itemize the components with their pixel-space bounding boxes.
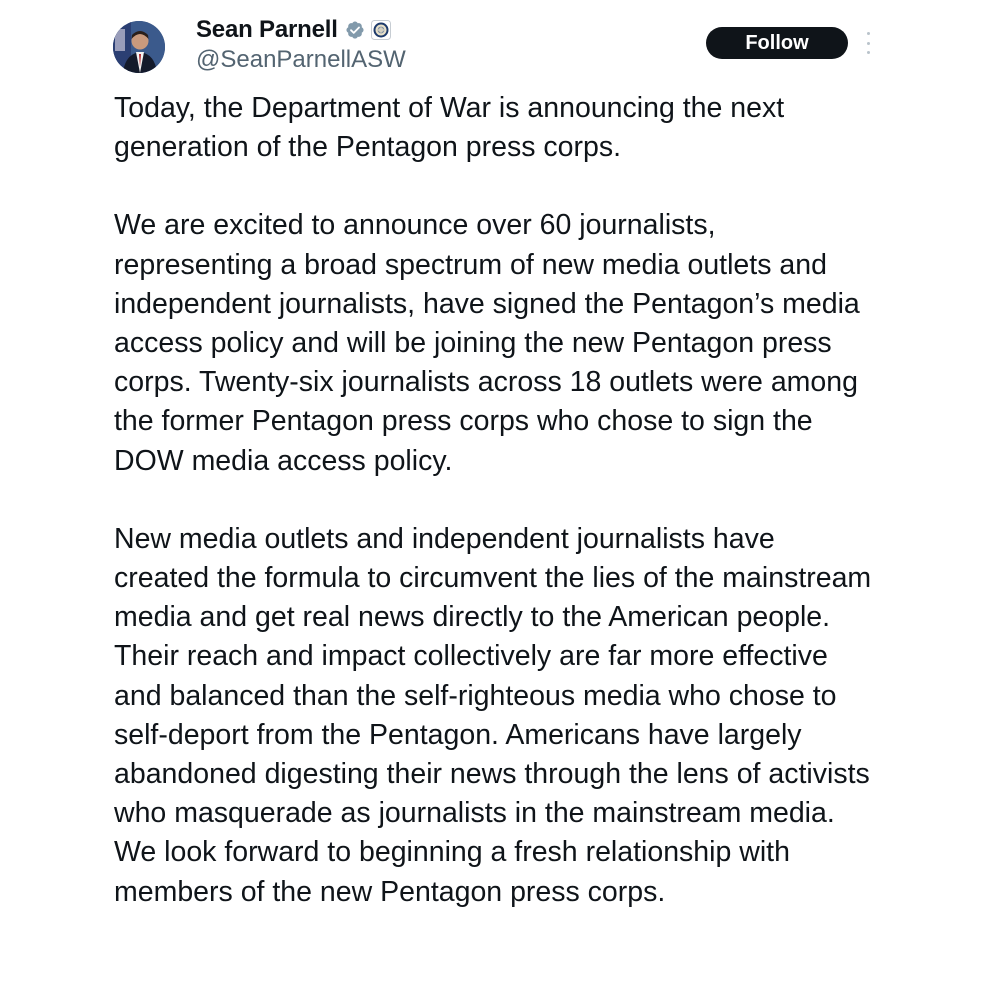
tweet-paragraph: We are excited to announce over 60 journalists, representing a broad spectrum of new media outlets and independent journalists, have signed the Pentagon’s media access policy and will be joining the new Pentagon press corps. Twenty-six journalists across 18 outlets were among the former Pentagon press corps who chose to sign the DOW media access policy. bbox=[114, 209, 860, 477]
more-dot bbox=[867, 32, 870, 35]
author-handle[interactable]: @SeanParnellASW bbox=[196, 46, 406, 73]
more-vertical-icon[interactable] bbox=[862, 32, 874, 54]
government-seal-icon[interactable] bbox=[371, 20, 391, 40]
tweet-paragraph: New media outlets and independent journalists have created the formula to circumvent the lies of the mainstream media and get real news directly to the American people. Their reach and impact collectively are far more effective and balanced than the self-righteous media who chose to self-deport from the Pentagon. Americans have largely abandoned digesting their news through the lens of activists who masquerade as journalists in the mainstream media. We look forward to beginning a fresh relationship with members of the new Pentagon press corps. bbox=[114, 522, 872, 908]
profile-photo-avatar bbox=[113, 21, 165, 73]
author-display-name[interactable]: Sean Parnell bbox=[196, 16, 338, 43]
tweet-paragraph: Today, the Department of War is announcing the next generation of the Pentagon press corps. bbox=[114, 92, 785, 164]
verified-badge-icon[interactable] bbox=[345, 20, 365, 40]
more-dot bbox=[867, 42, 870, 45]
more-dot bbox=[867, 51, 870, 54]
author-name-row bbox=[196, 14, 391, 46]
tweet-text bbox=[114, 89, 874, 912]
avatar[interactable] bbox=[113, 21, 165, 73]
follow-button[interactable]: Follow bbox=[706, 27, 848, 59]
